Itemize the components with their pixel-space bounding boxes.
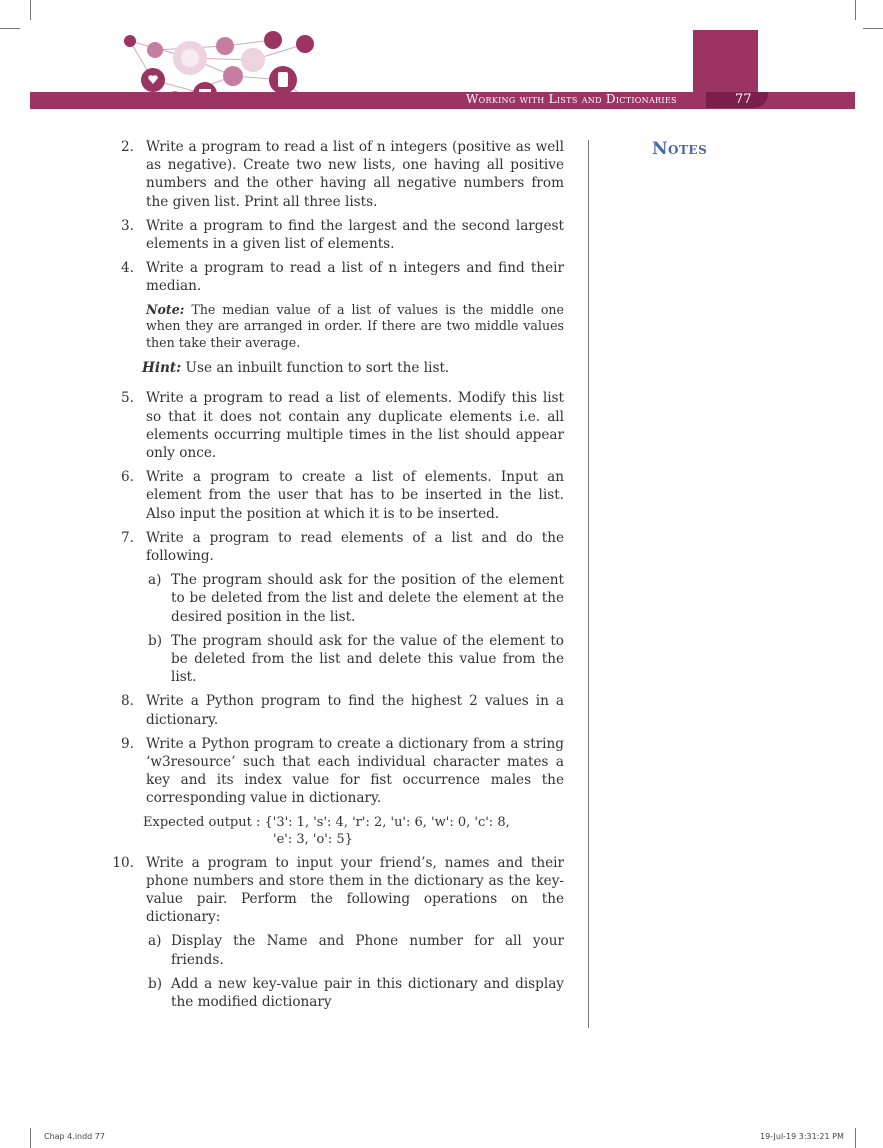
question-text: Write a program to create a list of elements. Input an element from the user that has to be inserted in the list. Also input the position at which it is to be inserted. — [146, 469, 564, 522]
crop-mark — [30, 1128, 31, 1148]
sub-label: a) — [148, 572, 162, 589]
question-number: 7. — [121, 529, 134, 546]
sub-label: b) — [148, 632, 163, 649]
question-10b — [146, 975, 564, 1011]
question-text: Write a Python program to create a dictionary from a string ‘w3resource’ such that each individual character mates a key and its index value for fist occurrence males the corresponding value in dictionary. — [146, 735, 564, 807]
expected-output — [143, 814, 564, 848]
sub-label: a) — [148, 933, 162, 950]
question-number: 10. — [112, 854, 134, 871]
question-text: Write a program to input your friend’s, names and their phone numbers and store them in the dictionary as the key-value pair. Perform the following operations on the dictionary: — [146, 854, 564, 926]
notes-label: Notes — [652, 139, 708, 159]
note-label: Note: — [146, 301, 185, 317]
sort-hint — [142, 359, 564, 377]
note-text: The median value of a list of values is the middle one when they are arranged in order. If there are two middle values then take their average. — [146, 301, 564, 350]
question-5 — [112, 389, 564, 462]
running-title: Working with Lists and Dictionaries — [466, 92, 677, 106]
exercise-list — [112, 138, 564, 1017]
question-7a — [146, 571, 564, 626]
question-text: Write a program to read a list of n integers (positive as well as negative). Create two new lists, one having all positive numbers and the other having all negative numbers from the given list. Print all three lists. — [146, 139, 564, 210]
question-text: Write a program to read a list of n integers and find their median. — [146, 260, 564, 295]
crop-mark — [855, 0, 856, 20]
question-6 — [112, 468, 564, 523]
question-7b — [146, 632, 564, 687]
crop-mark — [30, 0, 31, 20]
hint-label: Hint: — [142, 360, 182, 377]
question-number: 6. — [121, 469, 134, 486]
crop-mark — [0, 28, 20, 29]
question-7 — [112, 529, 564, 565]
median-note — [146, 302, 564, 352]
sub-text: Display the Name and Phone number for all your friends. — [171, 933, 564, 968]
crop-mark — [863, 28, 883, 29]
crop-mark — [855, 1128, 856, 1148]
sub-text: The program should ask for the position of the element to be deleted from the list and delete the element at the desired position in the list. — [171, 572, 564, 625]
question-10a — [146, 932, 564, 968]
footer-file-label: Chap 4.indd 77 — [44, 1132, 105, 1141]
footer-timestamp: 19-Jul-19 3:31:21 PM — [760, 1132, 844, 1141]
question-text: Write a program to find the largest and the second largest elements in a given list of elements. — [146, 217, 564, 253]
question-8 — [112, 692, 564, 728]
question-2 — [112, 138, 564, 211]
question-text: Write a Python program to find the highest 2 values in a dictionary. — [146, 693, 564, 728]
question-number: 4. — [121, 260, 134, 277]
question-9 — [112, 735, 564, 808]
question-number: 2. — [121, 139, 134, 155]
sub-label: b) — [148, 975, 163, 992]
sub-text: Add a new key-value pair in this dictionary and display the modified dictionary — [171, 975, 564, 1011]
sub-text: The program should ask for the value of the element to be deleted from the list and delete this value from the list. — [171, 632, 564, 686]
question-number: 9. — [121, 735, 134, 752]
expected-output-line-1: Expected output : {'3': 1, 's': 4, 'r': 2, 'u': 6, 'w': 0, 'c': 8, — [143, 814, 510, 830]
question-number: 5. — [121, 390, 134, 407]
question-text: Write a program to read a list of elements. Modify this list so that it does not contain any duplicate elements i.e. all elements occurring multiple times in the list should appear only once. — [146, 390, 564, 461]
question-3 — [112, 217, 564, 253]
expected-output-line-2: 'e': 3, 'o': 5} — [273, 831, 353, 847]
question-10 — [112, 854, 564, 927]
column-divider — [588, 140, 589, 1028]
question-text: Write a program to read elements of a list and do the following. — [146, 529, 564, 564]
page-number: 77 — [735, 92, 752, 107]
question-number: 3. — [121, 217, 134, 234]
question-number: 8. — [121, 693, 134, 710]
question-4 — [112, 259, 564, 295]
hint-text: Use an inbuilt function to sort the list. — [185, 360, 450, 377]
